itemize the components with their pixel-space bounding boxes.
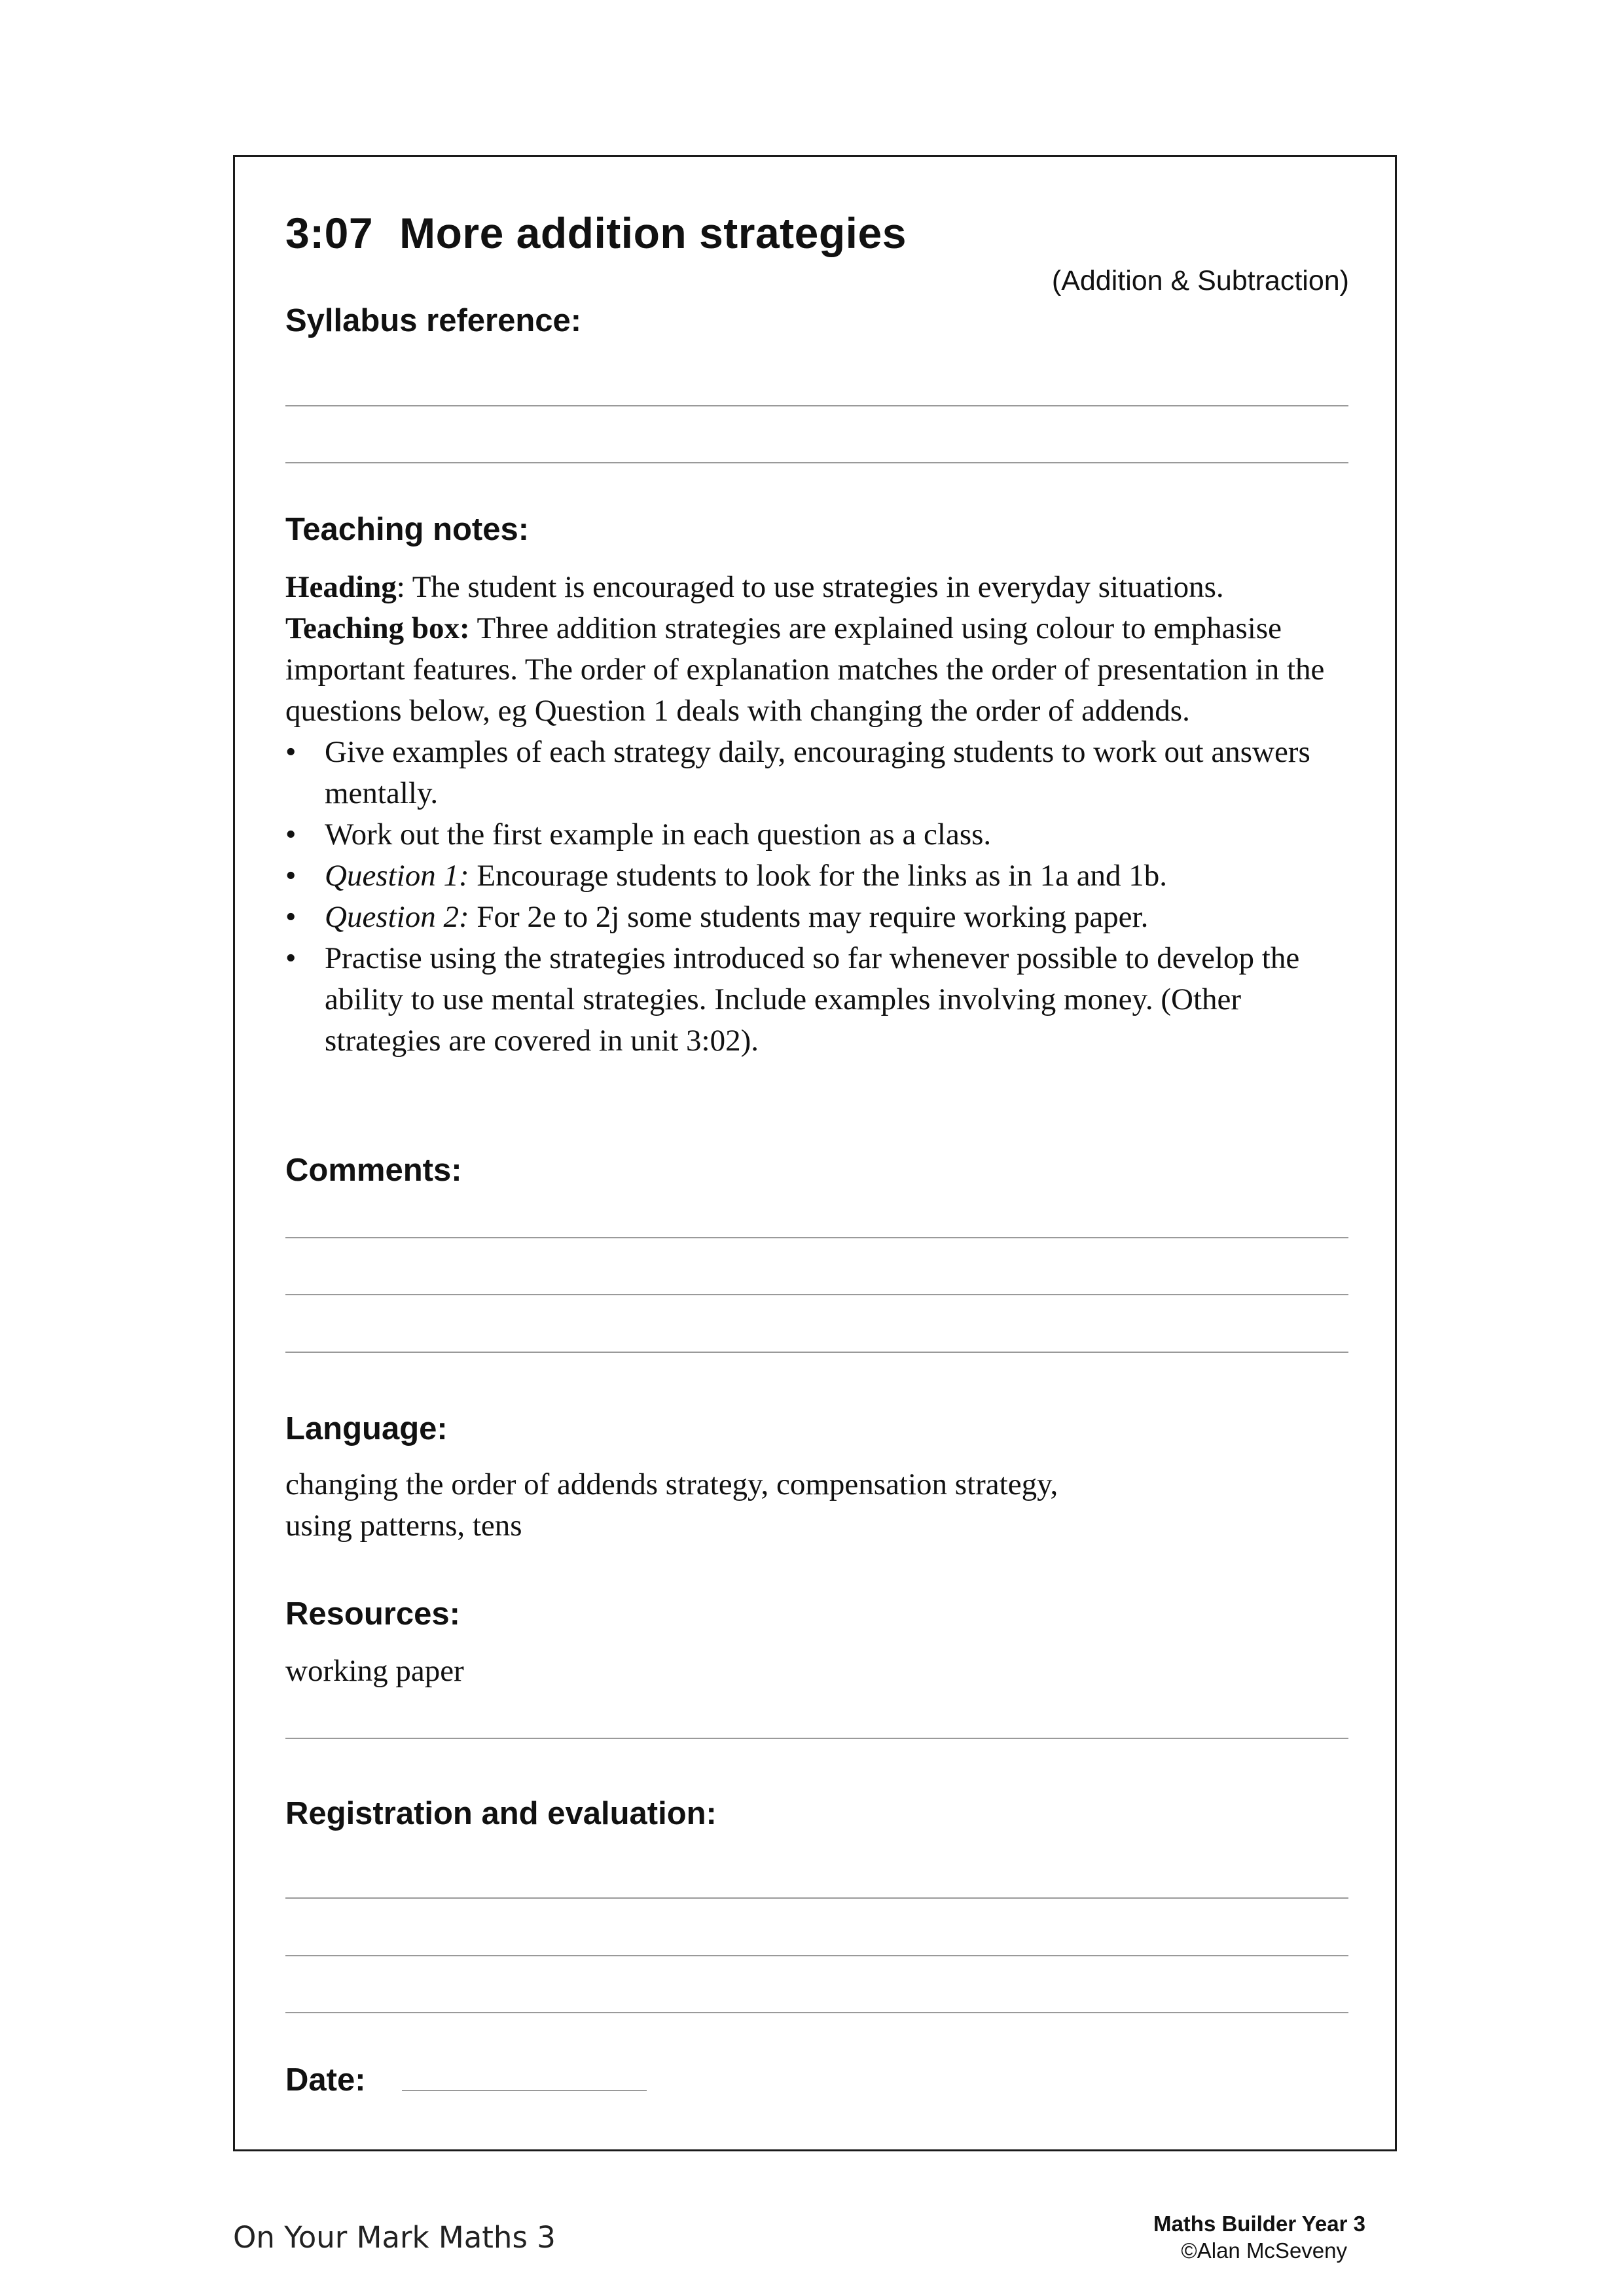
- footer-series-title: On Your Mark Maths 3: [233, 2220, 556, 2255]
- bullet-glyph: •: [285, 859, 297, 893]
- comments-line-1: [285, 1237, 1348, 1238]
- registration-line-2: [285, 1955, 1348, 1956]
- list-item: [285, 938, 1359, 1062]
- comments-heading: Comments:: [285, 1153, 462, 1188]
- bullet-text: Give examples of each strategy daily, encouraging students to work out answers mentally.: [325, 735, 1310, 810]
- date-line: [402, 2090, 647, 2091]
- teaching-notes-heading: Teaching notes:: [285, 512, 530, 547]
- page-title: [285, 208, 907, 258]
- resources-line: [285, 1738, 1348, 1739]
- bullet-text: Practise using the strategies introduced so far whenever possible to develop the ability to use mental strategies. Include examples involving money. (Other strategies are covered in unit 3:02).: [325, 941, 1300, 1058]
- language-text: [285, 1464, 1359, 1547]
- comments-line-3: [285, 1352, 1348, 1353]
- list-item: [285, 897, 1359, 938]
- comments-line-2: [285, 1294, 1348, 1295]
- unit-number: 3:07: [285, 209, 374, 257]
- registration-line-1: [285, 1897, 1348, 1899]
- unit-title: More addition strategies: [399, 209, 907, 257]
- list-item: [285, 732, 1359, 814]
- teaching-notes-bullets: [285, 732, 1359, 1062]
- teaching-box-note: [285, 608, 1359, 732]
- list-item: [285, 855, 1359, 897]
- language-heading: Language:: [285, 1411, 448, 1446]
- heading-note-text: : The student is encouraged to use strategies in everyday situations.: [396, 570, 1224, 604]
- bullet-text: Encourage students to look for the links as in 1a and 1b.: [469, 859, 1168, 893]
- registration-heading: Registration and evaluation:: [285, 1796, 717, 1831]
- date-label: Date:: [285, 2062, 366, 2098]
- language-line-1: changing the order of addends strategy, compensation strategy,: [285, 1467, 1058, 1501]
- list-item: [285, 814, 1359, 855]
- teaching-box-text: Three addition strategies are explained using colour to emphasise important features. The order of explanation matches the order of presentation in the questions below, eg Question 1 deals with changing the order of addends.: [285, 611, 1325, 728]
- bullet-prefix: Question 1:: [325, 859, 469, 893]
- bullet-text: For 2e to 2j some students may require working paper.: [469, 900, 1149, 934]
- bullet-glyph: •: [285, 735, 297, 769]
- heading-note-label: Heading: [285, 570, 397, 604]
- bullet-glyph: •: [285, 941, 297, 975]
- syllabus-heading: Syllabus reference:: [285, 303, 582, 338]
- registration-line-3: [285, 2012, 1348, 2013]
- footer-copyright: ©Alan McSeveny: [1181, 2238, 1347, 2263]
- bullet-text: Work out the first example in each question as a class.: [325, 817, 992, 852]
- topic-label: (Addition & Subtraction): [1051, 265, 1349, 296]
- syllabus-line-1: [285, 405, 1348, 406]
- syllabus-line-2: [285, 462, 1348, 463]
- footer-book-title: Maths Builder Year 3: [1153, 2212, 1365, 2236]
- bullet-glyph: •: [285, 817, 297, 852]
- bullet-prefix: Question 2:: [325, 900, 469, 934]
- teaching-notes-body: [285, 567, 1359, 1062]
- resources-text: working paper: [285, 1654, 464, 1688]
- heading-note: [285, 567, 1359, 608]
- teaching-box-label: Teaching box:: [285, 611, 470, 645]
- bullet-glyph: •: [285, 900, 297, 934]
- resources-heading: Resources:: [285, 1596, 460, 1632]
- language-line-2: using patterns, tens: [285, 1509, 522, 1543]
